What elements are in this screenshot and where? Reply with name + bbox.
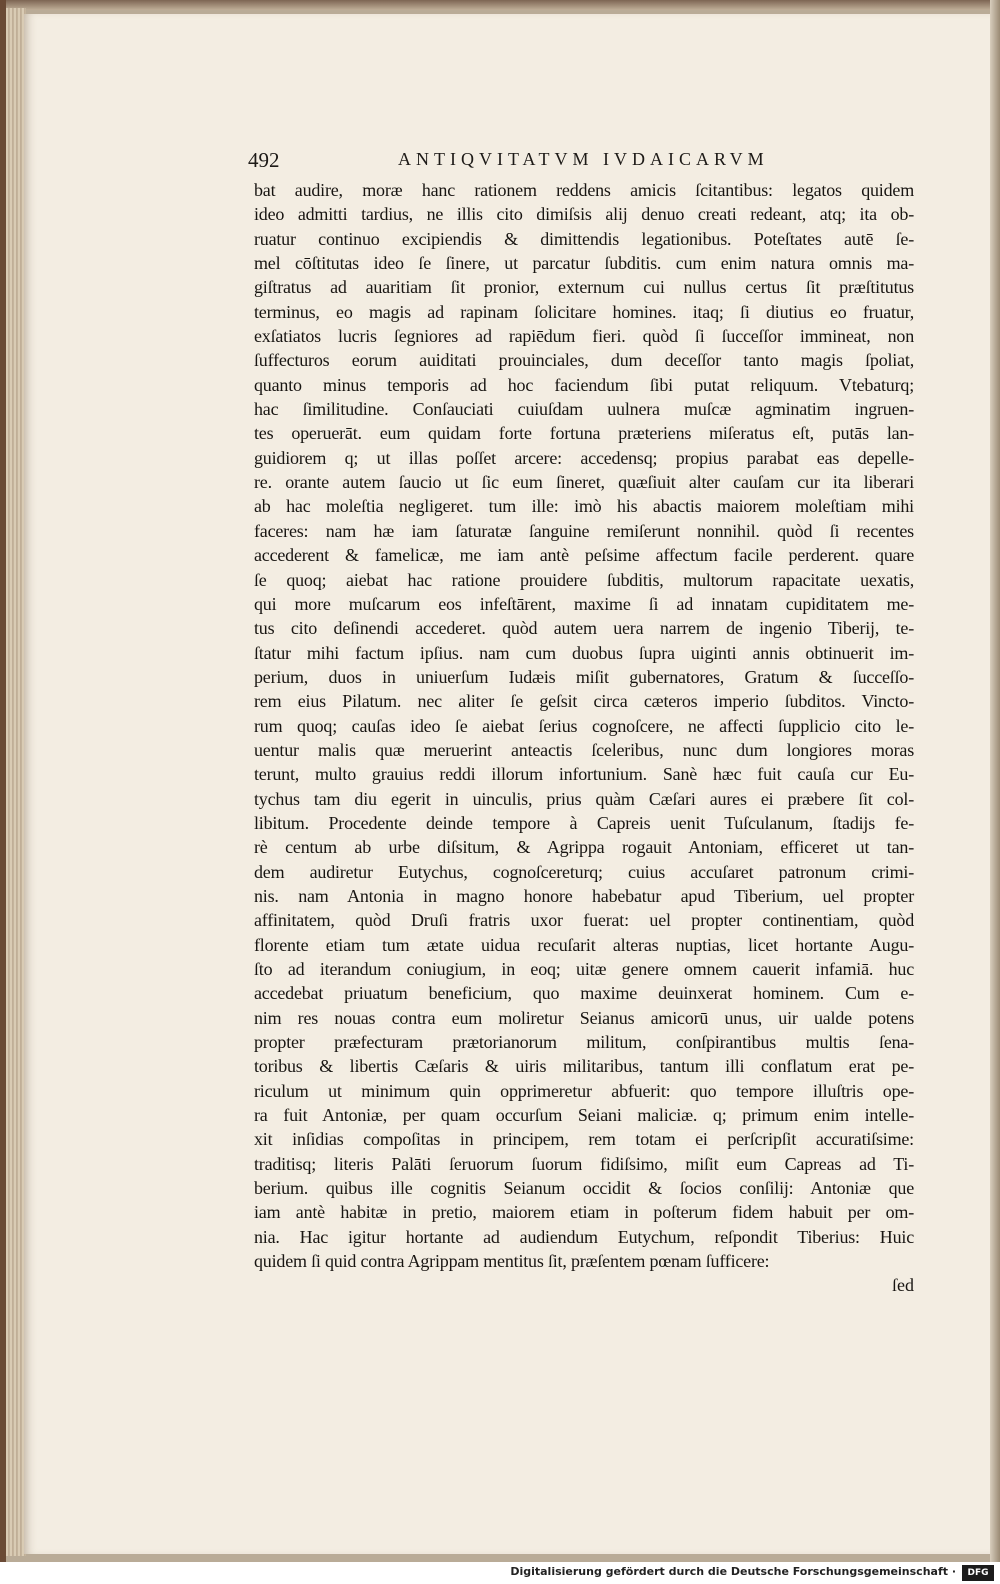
text-line: bat audire, moræ hanc rationem reddens amicis ſcitantibus: legatos quidem — [254, 180, 914, 200]
text-line: rem eius Pilatum. nec aliter ſe geſsit circa cæteros imperio ſubditos. Vincto- — [254, 691, 914, 712]
text-line: tes operuerāt. eum quidam forte fortuna præteriens miſeratus eſt, putās lan- — [254, 423, 914, 444]
text-line: riculum ut minimum quin opprimeretur abfuerit: quo tempore illuſtris ope- — [254, 1080, 914, 1101]
text-line: ſto ad iterandum coniugium, in eoq; uitæ genere omnem cauerit infamiā. huc — [254, 959, 914, 979]
text-line: ra fuit Antoniæ, per quam occurſum Seiani maliciæ. q; primum enim intelle- — [254, 1105, 914, 1126]
text-line: qui more muſcarum eos infeſtārent, maxime ſi ad innatam cupiditatem me- — [254, 593, 914, 614]
text-line: nia. Hac igitur hortante ad audiendum Eutychum, reſpondit Tiberius: Huic — [254, 1226, 914, 1247]
text-line: exſatiatos lucris ſegniores ad rapiēdum fieri. quòd ſi ſucceſſor immineat, non — [254, 326, 914, 347]
running-title: ANTIQVITATVM IVDAICARVM — [398, 149, 769, 169]
text-line: faceres: nam hæ iam ſaturatæ ſanguine remiſerunt nonnihil. quòd ſi recentes — [254, 520, 914, 541]
dfg-logo: DFG — [962, 1565, 994, 1581]
text-line: terminus, eo magis ad rapinam ſolicitare homines. itaq; ſi diutius eo fruatur, — [254, 301, 914, 322]
text-line: ideo admitti tardius, ne illis cito dimiſsis alij denuo creati redeant, atq; ita ob- — [254, 204, 914, 225]
text-line: accedebat priuatum beneficium, quo maxime deuinxerat hominem. Cum e- — [254, 983, 914, 1004]
text-line: uentur malis quæ meruerint anteactis ſceleribus, nunc dum longiores moras — [254, 739, 914, 760]
text-line: re. orante autem ſaucio ut ſic eum ſineret, quæſiuit alter cauſam cur ita liberari — [254, 472, 914, 493]
text-line: ſuffecturos eorum auiditati prouinciales, dum deceſſor tanto magis ſpoliat, — [254, 350, 914, 371]
page-stack-edges — [6, 8, 26, 1556]
text-line: terunt, multo grauius reddi illorum infortunium. Sanè hæc fuit cauſa cur Eu- — [254, 764, 914, 785]
text-line: xit inſidias compoſitas in principem, rem totam ei perſcripſit accuratiſsime: — [254, 1129, 914, 1150]
text-line: giſtratus ad auaritiam ſit pronior, externum cui nullus certus ſit præſtitutus — [254, 277, 914, 298]
text-line: berium. quibus ille cognitis Seianum occidit & ſocios conſilij: Antoniæ que — [254, 1178, 914, 1199]
text-line: toribus & libertis Cæſaris & uiris militaribus, tantum illi conflatum erat pe- — [254, 1056, 914, 1077]
text-line: traditisq; literis Palāti ſeruorum ſuorum fidiſsimo, miſit eum Capreas ad Ti- — [254, 1153, 914, 1174]
page-header — [248, 148, 914, 180]
text-line: ſe quoq; aiebat hac ratione prouidere ſubditis, multorum rapacitate uexatis, — [254, 569, 914, 590]
text-line: libitum. Procedente deinde tempore à Capreis uenit Tuſculanum, ſtadijs fe- — [254, 812, 914, 833]
text-line: iam antè habitæ in pretio, maiorem etiam in poſterum fidem habuit per om- — [254, 1202, 914, 1223]
text-line: nis. nam Antonia in magno honore habebatur apud Tiberium, uel propter — [254, 885, 914, 906]
catchword: ſed — [892, 1275, 914, 1296]
text-line: ſtatur mihi factum ipſius. nam cum duobus ſupra uiginti annis obtinuerit im- — [254, 642, 914, 663]
body-text-block — [254, 178, 914, 1297]
text-line: ab hac moleſtia negligeret. tum ille: imò his abactis maiorem moleſtiam mihi — [254, 496, 914, 517]
book-top-edge — [6, 0, 1000, 10]
text-line: dem audiretur Eutychus, cognoſcereturq; cuius accuſaret patronum crimi- — [254, 861, 914, 882]
book-right-edge — [990, 0, 1000, 1562]
text-line: guidiorem q; ut illas poſſet arcere: accedensq; propius parabat eas depelle- — [254, 447, 914, 468]
page-number: 492 — [248, 148, 280, 172]
text-line: tychus tam diu egerit in uinculis, prius quàm Cæſari aures ei præbere ſit col- — [254, 788, 914, 809]
text-line: quanto minus temporis ad hoc faciendum ſibi putat reliquum. Vtebaturq; — [254, 374, 914, 395]
text-line: ruatur continuo excipiendis & dimittendis legationibus. Poteſtates autē ſe- — [254, 228, 914, 249]
text-line: nim res nouas contra eum moliretur Seianus amicorū unus, uir ualde potens — [254, 1007, 914, 1028]
text-line: perium, duos in uniuerſum Iudæis miſit gubernatores, Gratum & ſucceſſo- — [254, 666, 914, 687]
text-line: rum quoq; cauſas ideo ſe aiebat ſerius cognoſcere, ne affecti ſupplicio cito le- — [254, 715, 914, 736]
text-line: quidem ſi quid contra Agrippam mentitus ſit, præſentem pœnam ſufficere: — [254, 1251, 770, 1272]
text-line: tus cito deſinendi accederet. quòd autem uera narrem de ingenio Tiberij, te- — [254, 618, 914, 639]
text-line: rè centum ab urbe diſsitum, & Agrippa rogauit Antoniam, efficeret ut tan- — [254, 837, 914, 858]
text-line: propter præfecturam prætorianorum militum, conſpirantibus multis ſena- — [254, 1032, 914, 1053]
text-line: affinitatem, quòd Druſi fratris uxor fuerat: uel propter continentiam, quòd — [254, 910, 914, 931]
text-line: accederent & famelicæ, me iam antè peſsime affectum facile perderent. quare — [254, 545, 914, 566]
text-line: florente etiam tum ætate uidua recuſarit alteras nuptias, licet hortante Augu- — [254, 934, 914, 955]
digitization-footer — [0, 1562, 1000, 1584]
text-line: hac ſimilitudine. Conſauciati cuiuſdam uulnera muſcæ agminatim ingruen- — [254, 399, 914, 420]
text-line: mel cōſtitutas ideo ſe ſinere, ut parcatur ſubditis. cum enim natura omnis ma- — [254, 253, 914, 274]
funding-credit: Digitalisierung gefördert durch die Deutsche Forschungsgemeinschaft · — [510, 1565, 956, 1578]
